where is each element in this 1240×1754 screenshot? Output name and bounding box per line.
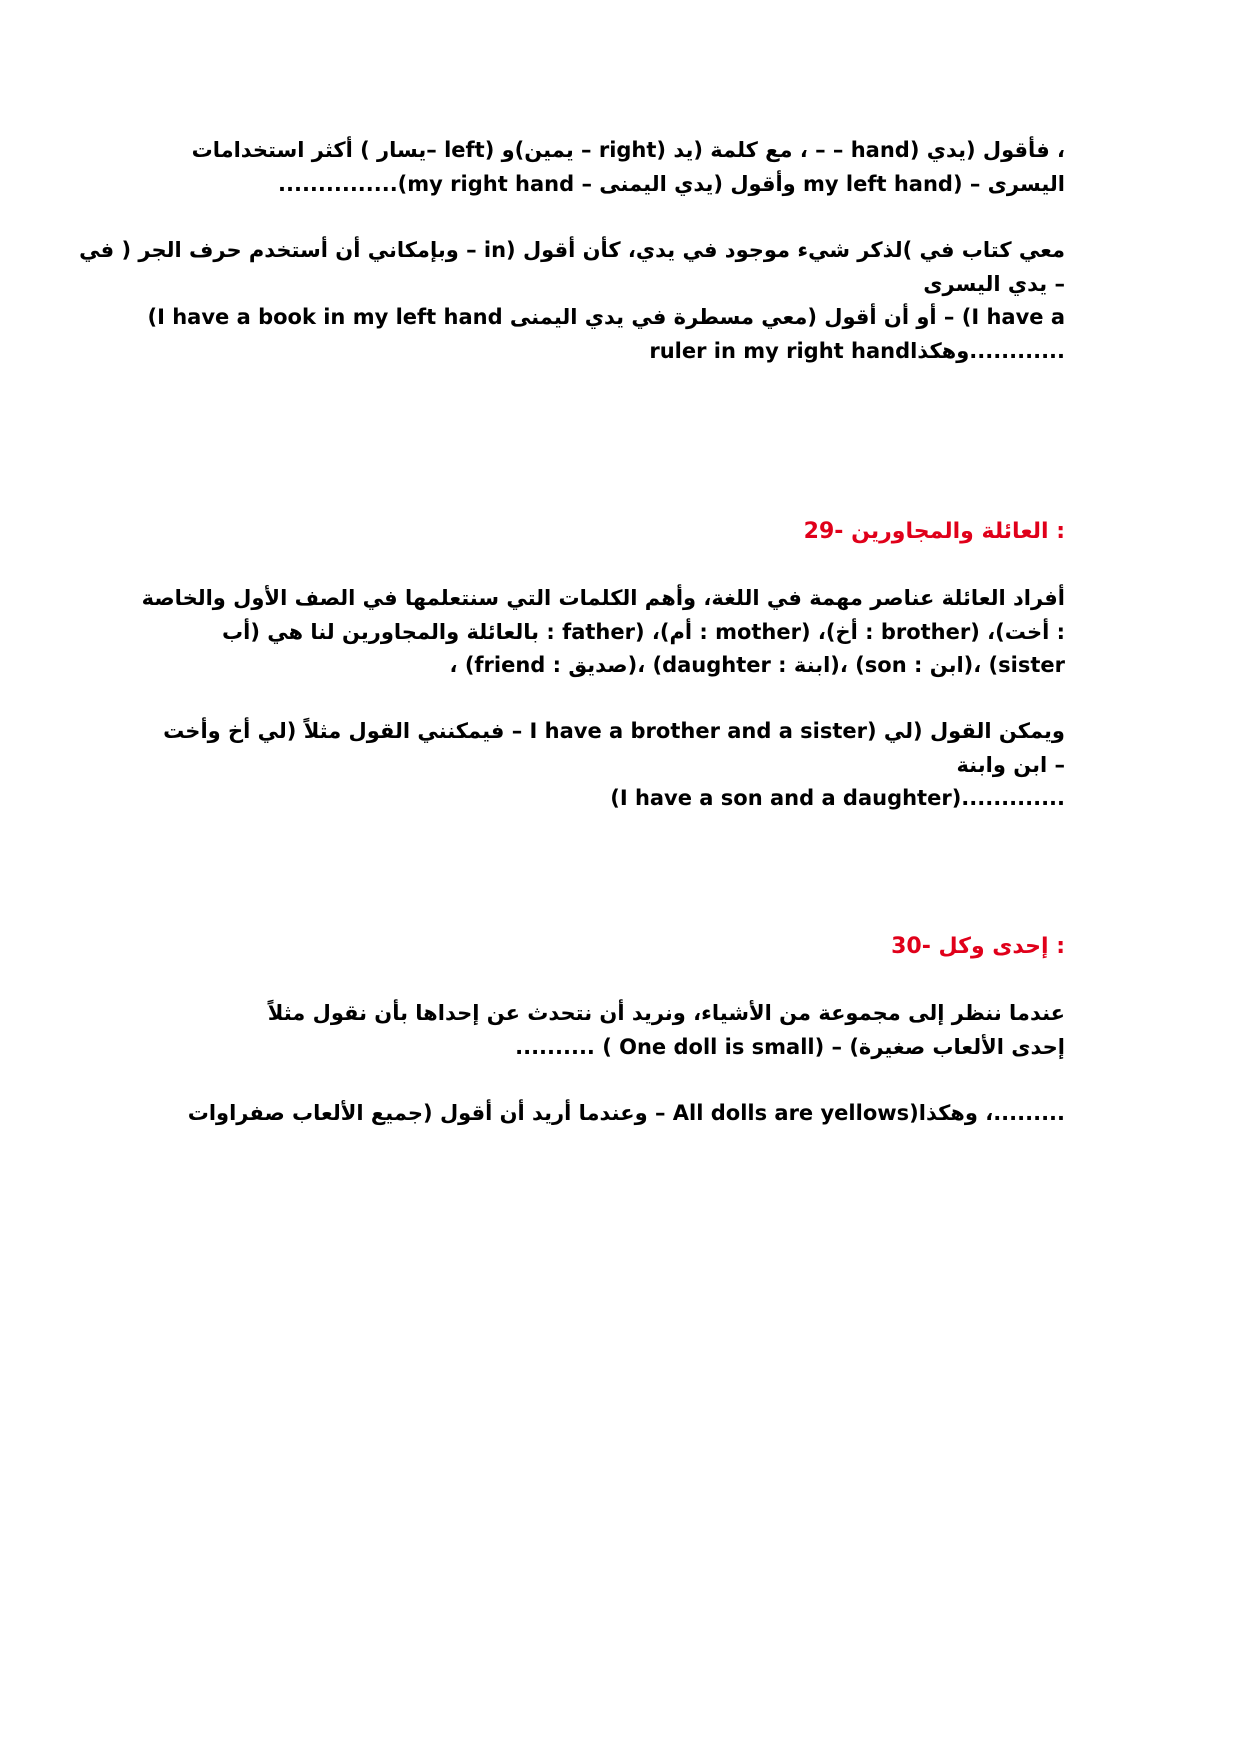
paragraph-line: – ابن وابنة: [956, 753, 1065, 777]
paragraph-line: عندما ننظر إلى مجموعة من الأشياء، ونريد أن نتحدث عن إحداها بأن نقول مثلاً: [267, 1001, 1065, 1025]
paragraph-line: : أخت)، (brother : أخ)، (mother : أم)، (father : بالعائلة والمجاورين لنا هي (أب: [222, 620, 1065, 644]
paragraph-line: أفراد العائلة عناصر مهمة في اللغة، وأهم الكلمات التي سنتعلمها في الصف الأول والخاصة: [141, 586, 1065, 610]
paragraph-line: – يدي اليسرى: [923, 272, 1065, 296]
section-heading: : إحدى وكل -30: [891, 934, 1065, 959]
paragraph-line: اليسرى – (my left hand وأقول (يدي اليمنى – my right hand)...............: [278, 172, 1065, 196]
paragraph-line: معي كتاب في )لذكر شيء موجود في يدي، كأن أقول (in – وبإمكاني أن أستخدم حرف الجر ( في: [79, 238, 1065, 262]
paragraph-line: إحدى الألعاب صغيرة) – (One doll is small ) ..........: [515, 1035, 1065, 1059]
paragraph-line: (I have a book in my left hand أو أن أقول (معي مسطرة في يدي اليمنى – (I have a: [147, 305, 1065, 329]
section-heading: : العائلة والمجاورين -29: [803, 519, 1065, 544]
paragraph-line: ، (friend : صديق)، (daughter : ابنة)، (son : ابن)، (sister: [449, 653, 1065, 677]
paragraph-line: .........، وهكذا(All dolls are yellows – وعندما أريد أن أقول (جميع الألعاب صفراوات: [187, 1101, 1065, 1125]
paragraph-line: ويمكن القول (لي (I have a brother and a sister – فيمكنني القول مثلاً (لي أخ وأخت: [163, 719, 1065, 743]
paragraph-line: (I have a son and a daughter).............: [610, 786, 1065, 810]
paragraph-line: ruler in my right handوهكذا............: [649, 339, 1065, 363]
paragraph-line: ، فأقول (يدي (hand – – ، مع كلمة (يد (right – يمين)و (left –يسار ) أكثر استخدامات: [191, 138, 1065, 162]
